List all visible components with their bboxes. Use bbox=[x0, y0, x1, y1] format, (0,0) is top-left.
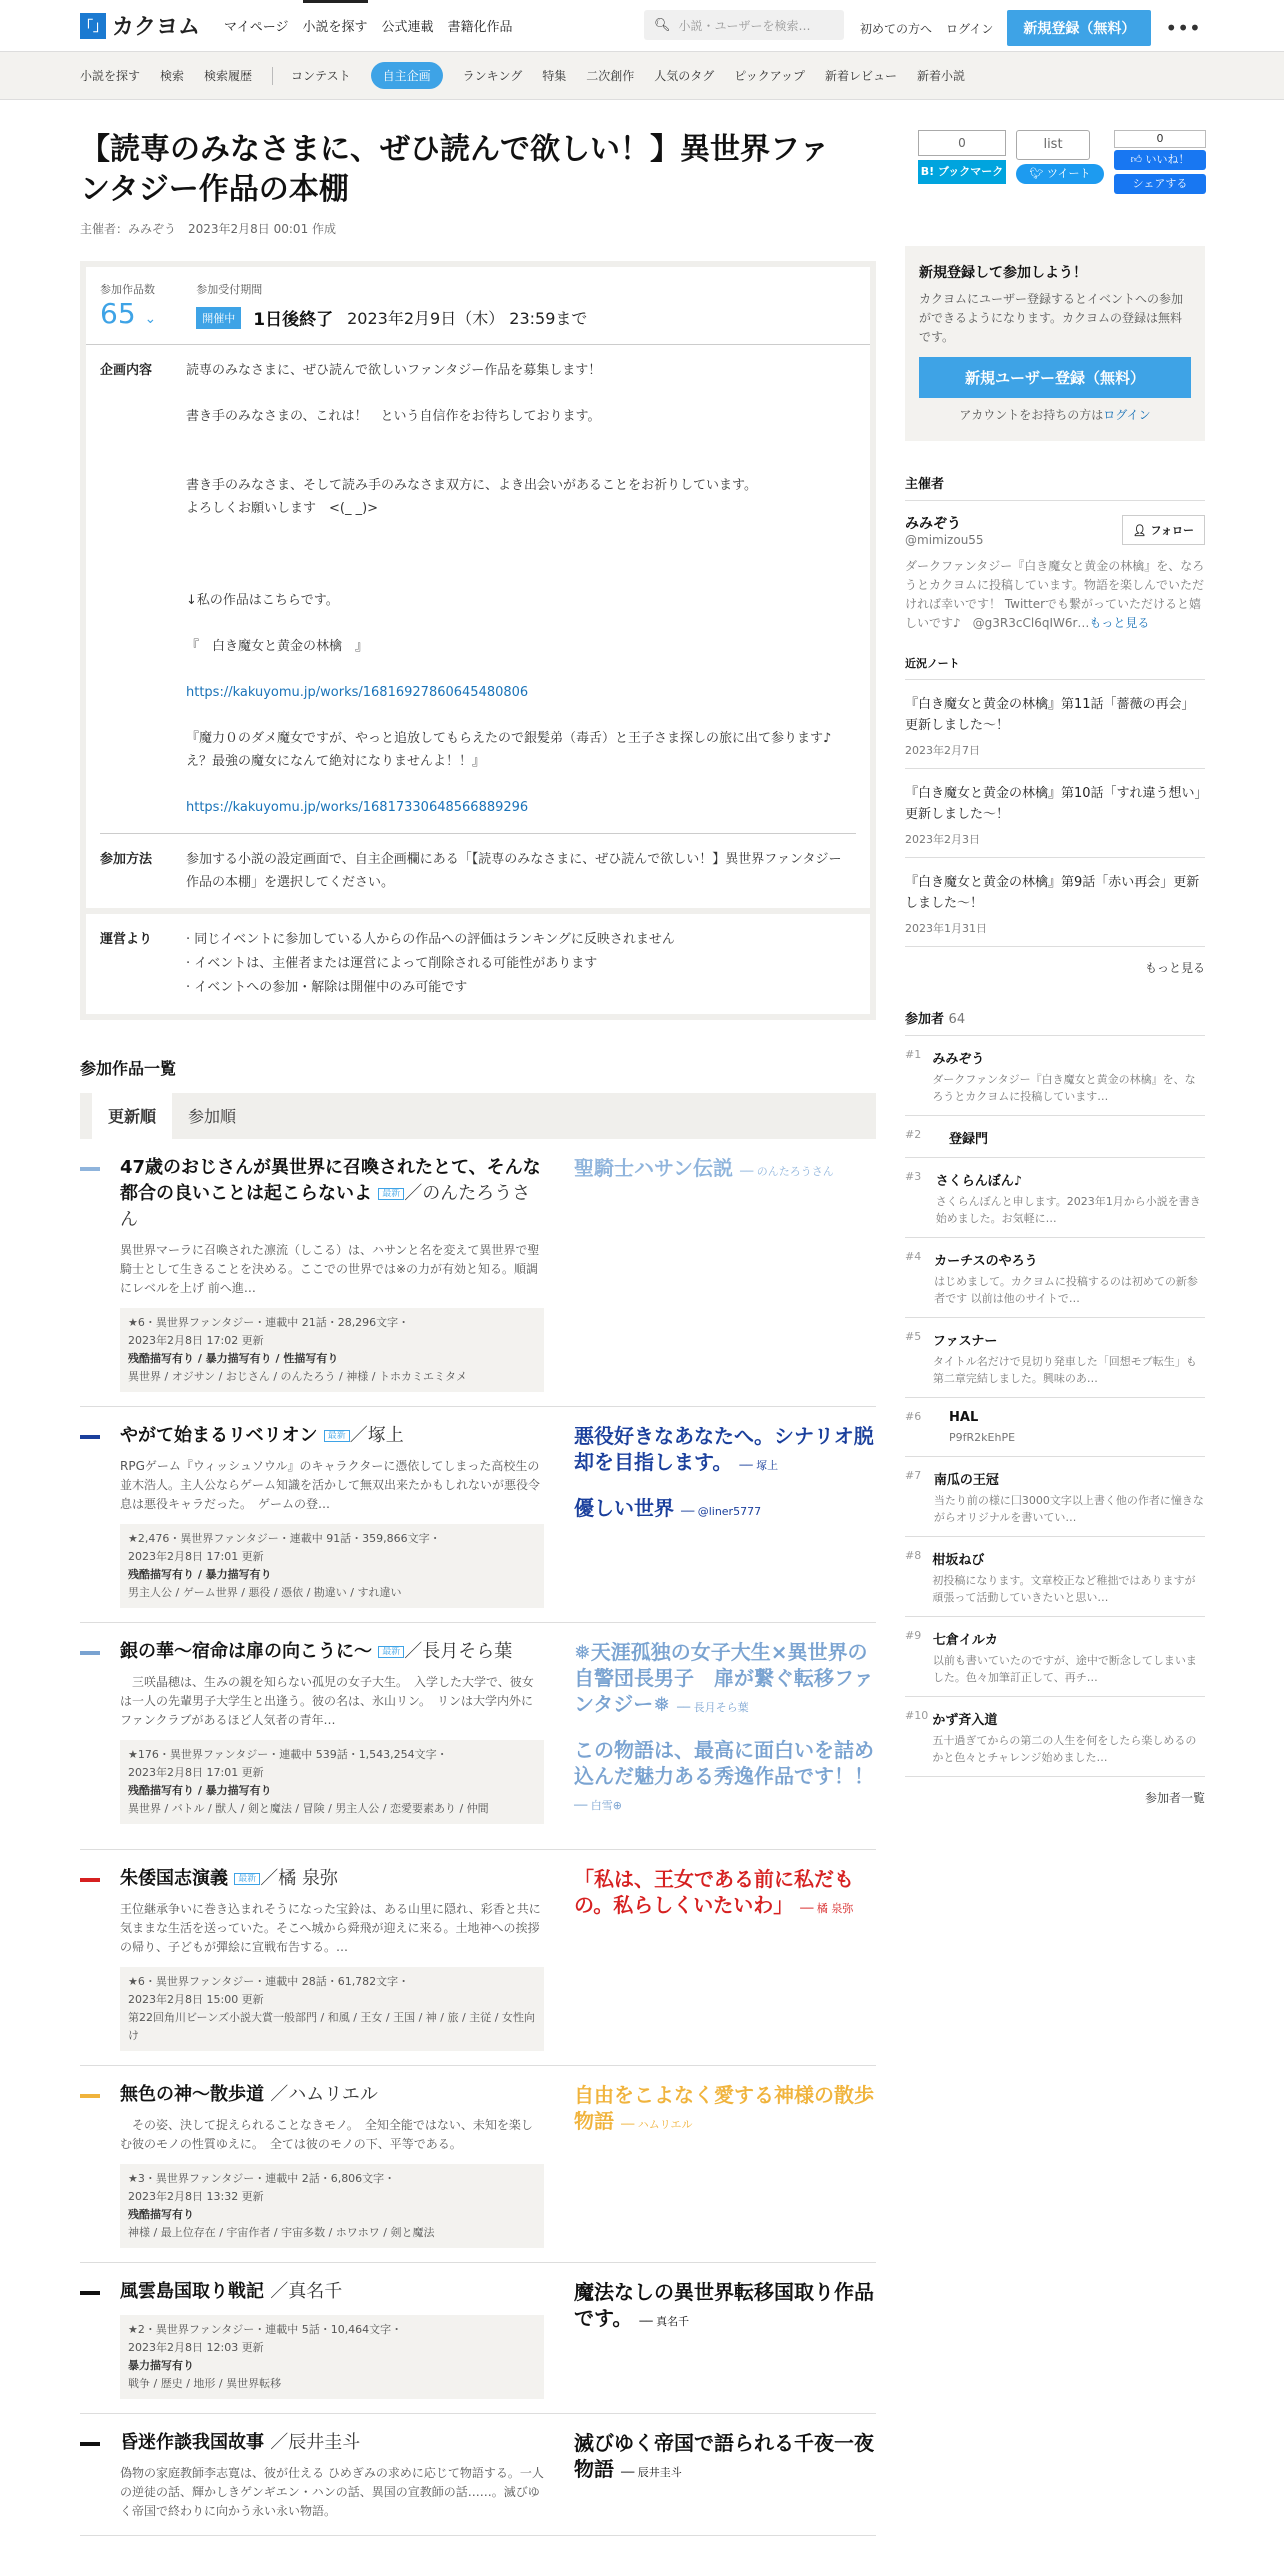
catchphrase-author: ── 真名千 bbox=[639, 2315, 690, 2328]
work-info bbox=[120, 1967, 544, 2051]
signup-button[interactable]: 新規ユーザー登録（無料） bbox=[919, 357, 1191, 398]
member-name: さくらんぼん♪ bbox=[935, 1174, 1022, 1189]
work-stats: ★2・異世界ファンタジー・連載中 5話・10,464文字・ bbox=[128, 2323, 403, 2336]
work-title[interactable]: やがて始まるリベリオン bbox=[120, 1425, 318, 1446]
subnav-contest[interactable]: コンテスト bbox=[291, 69, 351, 83]
signup-title: 新規登録して参加しよう！ bbox=[919, 265, 1087, 281]
subnav-reviews[interactable]: 新着レビュー bbox=[824, 69, 897, 83]
new-badge: 最新 bbox=[324, 1430, 350, 1442]
content-line bbox=[186, 543, 846, 566]
member-name: 柑坂ねび bbox=[932, 1553, 985, 1568]
work-warnings: 残酷描写有り / 暴力描写有り / 性描写有り bbox=[128, 1352, 339, 1365]
member-item[interactable] bbox=[905, 1697, 1205, 1777]
work-updated: 2023年2月8日 12:03 更新 bbox=[128, 2341, 264, 2354]
member-rank: #2 bbox=[905, 1128, 922, 1141]
work-info bbox=[120, 2164, 544, 2248]
content-line: 書き手のみなさまの、これは！ という自信作をお待ちしております。 bbox=[186, 409, 601, 424]
content-link[interactable]: https://kakuyomu.jp/works/16816927860645480806 bbox=[186, 685, 529, 700]
member-name: ファスナー bbox=[932, 1334, 998, 1349]
entry-count[interactable] bbox=[100, 281, 156, 330]
note-item[interactable] bbox=[905, 680, 1205, 769]
subnav-find[interactable]: 小説を探す bbox=[80, 69, 141, 83]
organizer-desc: ダークファンタジー『白き魔女と黄金の林檎』を、なろうとカクヨムに投稿しています。物語を楽しんでいただければ幸いです！ Twitterでも繋がっていただけると嬉しいです♪ @g3R3cCl6qIW6r… bbox=[905, 559, 1205, 630]
work-author[interactable]: ／長月そら葉 bbox=[404, 1641, 513, 1662]
work-item bbox=[80, 2414, 876, 2536]
organizer-id: @mimizou55 bbox=[905, 533, 984, 547]
member-rank: #3 bbox=[905, 1170, 922, 1183]
method-text: 参加する小説の設定画面で、自主企画欄にある「【読専のみなさまに、ぜひ読んで欲しい！】異世界ファンタジー作品の本棚」を選択してください。 bbox=[186, 852, 842, 890]
member-desc: 初投稿になります。文章校正など稚拙ではありますが頑張って活動していきたいと思い… bbox=[932, 1574, 1196, 1604]
entry-count-value: 65 bbox=[100, 297, 136, 330]
work-color-bar bbox=[80, 1435, 100, 1439]
work-author[interactable]: ／塚上 bbox=[349, 1425, 404, 1446]
content-line: ↓私の作品はこちらです。 bbox=[186, 593, 339, 608]
work-title[interactable]: 朱倭国志演義 bbox=[120, 1868, 228, 1889]
work-item bbox=[80, 2263, 876, 2414]
note-title: 『白き魔女と黄金の林檎』第10話「すれ違う想い」更新しました～！ bbox=[905, 786, 1202, 822]
work-title[interactable]: 風雲島国取り戦記 bbox=[120, 2281, 264, 2302]
beginners-link[interactable]: 初めての方へ bbox=[860, 21, 933, 36]
member-desc: 以前も書いていたのですが、途中で断念してしまいました。色々加筆訂正して、再チ… bbox=[932, 1654, 1197, 1684]
work-info bbox=[120, 2315, 544, 2399]
work-warnings: 暴力描写有り bbox=[128, 2359, 194, 2372]
work-color-bar bbox=[80, 2094, 100, 2098]
page-meta: 主催者：みみぞう 2023年2月8日 00:01 作成 bbox=[80, 222, 337, 236]
sub-nav bbox=[0, 52, 1284, 100]
member-item[interactable] bbox=[905, 1398, 1205, 1457]
twitter-icon: 🐦︎ bbox=[1029, 167, 1047, 180]
note-title: 『白き魔女と黄金の林檎』第9話「赤い再会」更新しました～！ bbox=[905, 875, 1200, 911]
work-stats: ★6・異世界ファンタジー・連載中 28話・61,782文字・ bbox=[128, 1975, 410, 1988]
content-line bbox=[186, 428, 846, 451]
work-stats: ★6・異世界ファンタジー・連載中 21話・28,296文字・ bbox=[128, 1316, 410, 1329]
work-color-bar bbox=[80, 2442, 100, 2446]
organizer-more-link[interactable]: もっと見る bbox=[1089, 616, 1150, 630]
notice-item: · イベントへの参加・解除は開催中のみ可能です bbox=[186, 980, 468, 995]
work-tags[interactable]: 異世界 / バトル / 獣人 / 剣と魔法 / 冒険 / 男主人公 / 恋愛要素あり / 仲間 bbox=[128, 1802, 489, 1815]
deadline: 2023年2月9日（木） 23:59まで bbox=[347, 309, 588, 328]
remaining-time: 1日後終了 bbox=[253, 310, 334, 330]
member-desc: 五十過ぎてからの第二の人生を何をしたら楽しめるのかと色々とチャレンジ始めました… bbox=[932, 1734, 1197, 1764]
member-item[interactable] bbox=[905, 1457, 1205, 1537]
page-title: 【読専のみなさまに、ぜひ読んで欲しい！】異世界ファンタジー作品の本棚 bbox=[80, 132, 830, 207]
subnav-new-novels[interactable]: 新着小説 bbox=[916, 69, 965, 83]
nav-official[interactable]: 公式連載 bbox=[381, 20, 434, 35]
work-item bbox=[80, 1407, 876, 1623]
event-description bbox=[186, 359, 846, 819]
member-name: カーチスのやろう bbox=[934, 1254, 1038, 1269]
content-line bbox=[186, 566, 846, 589]
ops-label: 運営より bbox=[100, 932, 153, 947]
catchphrase[interactable]: この物語は、最高に面白いを詰め込んだ魅力ある秀逸作品です！！ ── 白雪⊕ bbox=[574, 1738, 874, 1812]
member-item[interactable] bbox=[905, 1238, 1205, 1318]
login-link[interactable]: ログイン bbox=[946, 21, 994, 36]
work-author[interactable]: ／辰井圭斗 bbox=[270, 2432, 361, 2453]
members-list bbox=[905, 1036, 1205, 1777]
work-warnings: 残酷描写有り / 暴力描写有り bbox=[128, 1784, 272, 1797]
catchphrase[interactable]: 「私は、王女である前に私だもの。私らしくいたいわ」 ── 橘 泉弥 bbox=[574, 1867, 854, 1917]
tab-joined[interactable]: 参加順 bbox=[188, 1107, 237, 1126]
work-intro: 王位継承争いに巻き込まれそうになった宝鈴は、ある山里に隠れ、彩香と共に気ままな生活を送っていた。そこへ城から舜飛が迎えに来る。土地神への挨拶の帰り、子どもが彈絵に宣戦布告する。… bbox=[120, 1902, 541, 1954]
works-tabs bbox=[80, 1093, 876, 1139]
thumbs-up-icon: 👍︎ bbox=[1130, 153, 1146, 166]
nav-mypage[interactable]: マイページ bbox=[224, 20, 289, 35]
work-intro: 偽物の家庭教師李志寛は、彼が仕える ひめぎみの求めに応じて物語する。一人の逆徒の話、輝かしきゲンギエン・ハンの話、異国の宣教師の話……。滅びゆく帝国で終わりに向かう永い永い物語。 bbox=[120, 2466, 544, 2518]
organizer-card bbox=[905, 513, 1205, 633]
work-author[interactable]: ／橘 泉弥 bbox=[260, 1868, 339, 1889]
work-title[interactable]: 昏迷作談我国故事 bbox=[120, 2432, 264, 2453]
work-tags[interactable]: 異世界 / オジサン / おじさん / のんたろう / 神様 / トホカミエミタメ bbox=[128, 1370, 467, 1383]
works-heading: 参加作品一覧 bbox=[80, 1059, 177, 1078]
member-item[interactable] bbox=[905, 1158, 1205, 1238]
member-desc: P9fR2kEhPE bbox=[949, 1431, 1016, 1444]
member-desc: さくらんぼんと申します。2023年1月から小説を書き始めました。お気軽に… bbox=[935, 1195, 1201, 1225]
fb-share-button[interactable]: シェアする bbox=[1114, 174, 1206, 194]
work-color-bar bbox=[80, 1651, 100, 1655]
work-tags[interactable]: 神様 / 最上位存在 / 宇宙作者 / 宇宙多数 / ホワホワ / 剣と魔法 bbox=[128, 2226, 435, 2239]
note-item[interactable] bbox=[905, 858, 1205, 947]
catchphrase-author: ── 白雪⊕ bbox=[574, 1799, 622, 1812]
content-line: 『 白き魔女と黄金の林檎 』 bbox=[186, 639, 369, 654]
member-item[interactable] bbox=[905, 1116, 1205, 1158]
fb-like-label: いいね！ bbox=[1145, 153, 1190, 166]
catchphrase-author: ── 辰井圭斗 bbox=[620, 2466, 682, 2479]
more-menu-icon[interactable]: ••• bbox=[1165, 16, 1201, 40]
note-title: 『白き魔女と黄金の林檎』第11話「薔薇の再会」更新しました～！ bbox=[905, 697, 1195, 733]
sidebar-login-link[interactable]: ログイン bbox=[1103, 408, 1151, 422]
notice-item: · 同じイベントに参加している人からの作品への評価はランキングに反映されません bbox=[186, 932, 675, 947]
member-item[interactable] bbox=[905, 1318, 1205, 1398]
work-updated: 2023年2月8日 17:01 更新 bbox=[128, 1550, 264, 1563]
event-info-box bbox=[80, 261, 876, 1020]
signup-box bbox=[905, 246, 1205, 441]
notes-more-link[interactable]: もっと見る bbox=[1144, 961, 1205, 975]
catchphrase-author: ── 橘 泉弥 bbox=[800, 1902, 854, 1915]
tweet-label: ツイート bbox=[1047, 167, 1091, 180]
organizer-heading: 主催者 bbox=[905, 473, 1205, 501]
note-item[interactable] bbox=[905, 769, 1205, 858]
nav-books[interactable]: 書籍化作品 bbox=[447, 20, 513, 35]
search-input[interactable] bbox=[644, 10, 844, 40]
content-line bbox=[186, 704, 846, 727]
work-intro: RPGゲーム『ウィッシュソウル』のキャラクターに憑依してしまった高校生の並木浩人。主人公ならゲーム知識を活かして無双出来たかもしれないが悪役令息は悪役キャラだった。 ゲームの登… bbox=[120, 1459, 541, 1511]
work-stats: ★3・異世界ファンタジー・連載中 2話・6,806文字・ bbox=[128, 2172, 396, 2185]
new-badge: 最新 bbox=[378, 1188, 404, 1200]
catchphrase[interactable]: ❅天涯孤独の女子大生×異世界の自警団長男子 扉が繋ぐ転移ファンタジー❅ ── 長月そら葉 bbox=[574, 1640, 874, 1716]
search-placeholder: 小説・ユーザーを検索… bbox=[678, 18, 811, 33]
member-rank: #4 bbox=[905, 1250, 922, 1263]
new-badge: 最新 bbox=[378, 1646, 404, 1658]
works-list bbox=[80, 1139, 876, 2536]
content-line bbox=[186, 451, 846, 474]
method-label: 参加方法 bbox=[100, 852, 153, 867]
hatena-count: 0 bbox=[918, 130, 1006, 156]
subnav-user-events[interactable]: 自主企画 bbox=[371, 62, 443, 89]
subnav-ranking[interactable]: ランキング bbox=[462, 69, 523, 83]
work-updated: 2023年2月8日 17:02 更新 bbox=[128, 1334, 264, 1347]
list-button[interactable]: list bbox=[1016, 130, 1090, 160]
subnav-search[interactable]: 検索 bbox=[160, 69, 185, 83]
member-item[interactable] bbox=[905, 1537, 1205, 1617]
work-item bbox=[80, 1623, 876, 1850]
work-stats: ★176・異世界ファンタジー・連載中 539話・1,543,254文字・ bbox=[128, 1748, 448, 1761]
logo-mark: 「」 bbox=[80, 13, 106, 39]
work-info bbox=[120, 1524, 544, 1608]
member-desc: タイトル名だけで見切り発車した「回想モブ転生」も第二章完結しました。興味のあ… bbox=[932, 1355, 1197, 1385]
entry-count-label: 参加作品数 bbox=[100, 283, 155, 296]
catchphrase[interactable]: 悪役好きなあなたへ。シナリオ脱却を目指します。 ── 塚上 bbox=[574, 1424, 874, 1474]
notes-heading: 近況ノート bbox=[905, 655, 1205, 680]
signup-text: カクヨムにユーザー登録するとイベントへの参加ができるようになります。カクヨムの登録は無料です。 bbox=[919, 292, 1184, 344]
note-date: 2023年1月31日 bbox=[905, 922, 987, 935]
work-color-bar bbox=[80, 1167, 100, 1171]
member-desc: ダークファンタジー『白き魔女と黄金の林檎』を、なろうとカクヨムに投稿しています… bbox=[932, 1073, 1196, 1103]
content-line bbox=[186, 520, 846, 543]
hatena-bookmark-button[interactable]: B! ブックマーク bbox=[918, 160, 1006, 184]
member-rank: #6 bbox=[905, 1410, 922, 1423]
work-stats: ★2,476・異世界ファンタジー・連載中 91話・359,866文字・ bbox=[128, 1532, 441, 1545]
member-rank: #5 bbox=[905, 1330, 922, 1343]
member-item[interactable] bbox=[905, 1036, 1205, 1116]
member-rank: #9 bbox=[905, 1629, 922, 1642]
work-title[interactable]: 無色の神～散歩道 bbox=[120, 2084, 264, 2105]
new-badge: 最新 bbox=[234, 1873, 260, 1885]
work-title[interactable]: 47歳のおじさんが異世界に召喚されたとて、そんな都合の良いことは起こらないよ bbox=[120, 1157, 541, 1204]
member-rank: #10 bbox=[905, 1709, 929, 1722]
content-link[interactable]: https://kakuyomu.jp/works/16817330648566889296 bbox=[186, 800, 529, 815]
nav-search-novels[interactable]: 小説を探す bbox=[303, 0, 368, 51]
chevron-down-icon: ⌄ bbox=[144, 311, 157, 327]
status-badge: 開催中 bbox=[196, 307, 241, 329]
work-item bbox=[80, 1850, 876, 2066]
sidebar bbox=[905, 130, 1205, 1806]
site-header bbox=[0, 0, 1284, 52]
catchphrase[interactable]: 滅びゆく帝国で語られる千夜一夜物語 ── 辰井圭斗 bbox=[574, 2431, 874, 2481]
work-warnings: 残酷描写有り bbox=[128, 2208, 194, 2221]
member-rank: #8 bbox=[905, 1549, 922, 1562]
notes-list bbox=[905, 680, 1205, 947]
content-line: 『魔力０のダメ魔女ですが、やっと追放してもらえたので銀髪弟（毒舌）と王子さま探しの旅に出て参ります♪ え？最強の魔女になんて絶対になりませんよ！！』 bbox=[186, 731, 845, 769]
register-button[interactable]: 新規登録（無料） bbox=[1007, 10, 1151, 46]
member-item[interactable] bbox=[905, 1617, 1205, 1697]
catchphrase[interactable]: 聖騎士ハサン伝説 ── のんたろうさん bbox=[574, 1156, 834, 1180]
subnav-features[interactable]: 特集 bbox=[542, 69, 567, 83]
member-name: 登録門 bbox=[949, 1132, 989, 1147]
member-rank: #7 bbox=[905, 1469, 922, 1482]
content-line bbox=[186, 612, 846, 635]
work-updated: 2023年2月8日 13:32 更新 bbox=[128, 2190, 264, 2203]
member-name: かず斉入道 bbox=[932, 1713, 998, 1728]
search-icon: 🔍︎ bbox=[654, 17, 671, 33]
catchphrase-author: ── のんたろうさん bbox=[739, 1165, 834, 1178]
catchphrase-author: ── ハムリエル bbox=[620, 2118, 693, 2131]
work-tags[interactable]: 男主人公 / ゲーム世界 / 悪役 / 憑依 / 勘違い / すれ違い bbox=[128, 1586, 402, 1599]
work-color-bar bbox=[80, 2291, 100, 2295]
work-intro: その姿、決して捉えられることなきモノ。 全知全能ではない、未知を楽しむ彼のモノの性質ゆえに。 全ては彼のモノの下、平等である。 bbox=[120, 2118, 533, 2151]
member-rank: #1 bbox=[905, 1048, 922, 1061]
content-line: よろしくお願いします <(_ _)> bbox=[186, 501, 379, 516]
notice-item: · イベントは、主催者または運営によって削除される可能性があります bbox=[186, 956, 598, 971]
content-line bbox=[186, 773, 846, 796]
work-intro: 異世界マーラに召喚された凛流（しこる）は、ハサンと名を変えて異世界で聖騎士として生きることを決める。ここでの世界では※の力が有効と知る。順調にレベルを上げ 前へ進… bbox=[120, 1243, 540, 1295]
organizer-name[interactable]: みみぞう bbox=[905, 516, 961, 532]
login-prompt: アカウントをお持ちの方は bbox=[959, 408, 1104, 422]
work-updated: 2023年2月8日 15:00 更新 bbox=[128, 1993, 264, 2006]
catchphrase[interactable]: 魔法なしの異世界転移国取り作品です。 ── 真名千 bbox=[574, 2280, 874, 2330]
content-line bbox=[186, 382, 846, 405]
tab-updated[interactable]: 更新順 bbox=[92, 1092, 172, 1139]
header-nav bbox=[224, 0, 527, 51]
catchphrase-author: ── @liner5777 bbox=[680, 1505, 762, 1518]
member-name: 南瓜の王冠 bbox=[933, 1473, 999, 1488]
fb-count: 0 bbox=[1114, 130, 1206, 148]
members-count: 64 bbox=[948, 1012, 966, 1027]
content-label: 企画内容 bbox=[100, 363, 153, 378]
work-color-bar bbox=[80, 1878, 100, 1882]
subnav-tags[interactable]: 人気のタグ bbox=[654, 69, 715, 83]
member-name: 七倉イルカ bbox=[932, 1633, 998, 1648]
catchphrase[interactable]: 自由をこよなく愛する神様の散歩物語 ── ハムリエル bbox=[574, 2083, 874, 2133]
work-warnings: 残酷描写有り / 暴力描写有り bbox=[128, 1568, 272, 1581]
period-label: 参加受付期間 bbox=[196, 283, 263, 296]
work-tags[interactable]: 第22回角川ビーンズ小説大賞一般部門 / 和風 / 王女 / 王国 / 神 / 旅 / 主従 / 女性向け bbox=[128, 2011, 535, 2042]
catchphrase-author: ── 長月そら葉 bbox=[676, 1701, 749, 1714]
content-line: 書き手のみなさま、そして読み手のみなさま双方に、よき出会いがあることをお祈りしています。 bbox=[186, 478, 757, 493]
subnav-fanfic[interactable]: 二次創作 bbox=[586, 69, 635, 83]
work-updated: 2023年2月8日 17:01 更新 bbox=[128, 1766, 264, 1779]
user-plus-icon: 👤︎ bbox=[1132, 524, 1151, 537]
content-line: 読専のみなさまに、ぜひ読んで欲しいファンタジー作品を募集します！ bbox=[186, 363, 602, 378]
site-logo[interactable] bbox=[80, 10, 200, 41]
work-item bbox=[80, 2066, 876, 2263]
work-info bbox=[120, 1308, 544, 1392]
work-item bbox=[80, 1139, 876, 1407]
content-line bbox=[186, 658, 846, 681]
logo-text: カクヨム bbox=[112, 15, 201, 40]
member-desc: はじめまして。カクヨムに投稿するのは初めての新参者です 以前は他のサイトで… bbox=[934, 1275, 1198, 1305]
members-heading: 参加者 64 bbox=[905, 1008, 1205, 1036]
work-info bbox=[120, 1740, 544, 1824]
note-date: 2023年2月3日 bbox=[905, 833, 980, 846]
work-author[interactable]: ／ハムリエル bbox=[270, 2084, 378, 2105]
member-name: みみぞう bbox=[932, 1052, 985, 1067]
catchphrase[interactable]: 優しい世界 ── @liner5777 bbox=[574, 1496, 762, 1520]
member-desc: 当たり前の様に囗3000文字以上書く他の作者に憧きながらオリジナルを書いてい… bbox=[933, 1494, 1204, 1524]
subnav-divider bbox=[272, 67, 273, 85]
note-date: 2023年2月7日 bbox=[905, 744, 980, 757]
work-intro: 三咲晶穂は、生みの親を知らない孤児の女子大生。 入学した大学で、彼女は一人の先輩男子大学生と出逢う。彼の名は、氷山リン。 リンは大学内外にファンクラブがあるほど人気者の青年… bbox=[120, 1675, 534, 1727]
catchphrase-author: ── 塚上 bbox=[739, 1459, 779, 1472]
join-method-section bbox=[100, 833, 856, 908]
notice-section bbox=[86, 908, 870, 1014]
work-tags[interactable]: 戦争 / 歴史 / 地形 / 異世界転移 bbox=[128, 2377, 282, 2390]
event-content-section bbox=[86, 345, 870, 833]
members-more-link[interactable]: 参加者一覧 bbox=[1144, 1791, 1205, 1805]
follow-button[interactable]: 👤︎ フォロー bbox=[1122, 515, 1205, 545]
work-author[interactable]: ／のんたろうさん bbox=[120, 1183, 531, 1230]
member-name: HAL bbox=[949, 1410, 979, 1425]
subnav-history[interactable]: 検索履歴 bbox=[204, 69, 253, 83]
subnav-pickup[interactable]: ピックアップ bbox=[734, 69, 805, 83]
work-author[interactable]: ／真名千 bbox=[270, 2281, 343, 2302]
work-title[interactable]: 銀の華～宿命は扉の向こうに～ bbox=[120, 1641, 372, 1662]
